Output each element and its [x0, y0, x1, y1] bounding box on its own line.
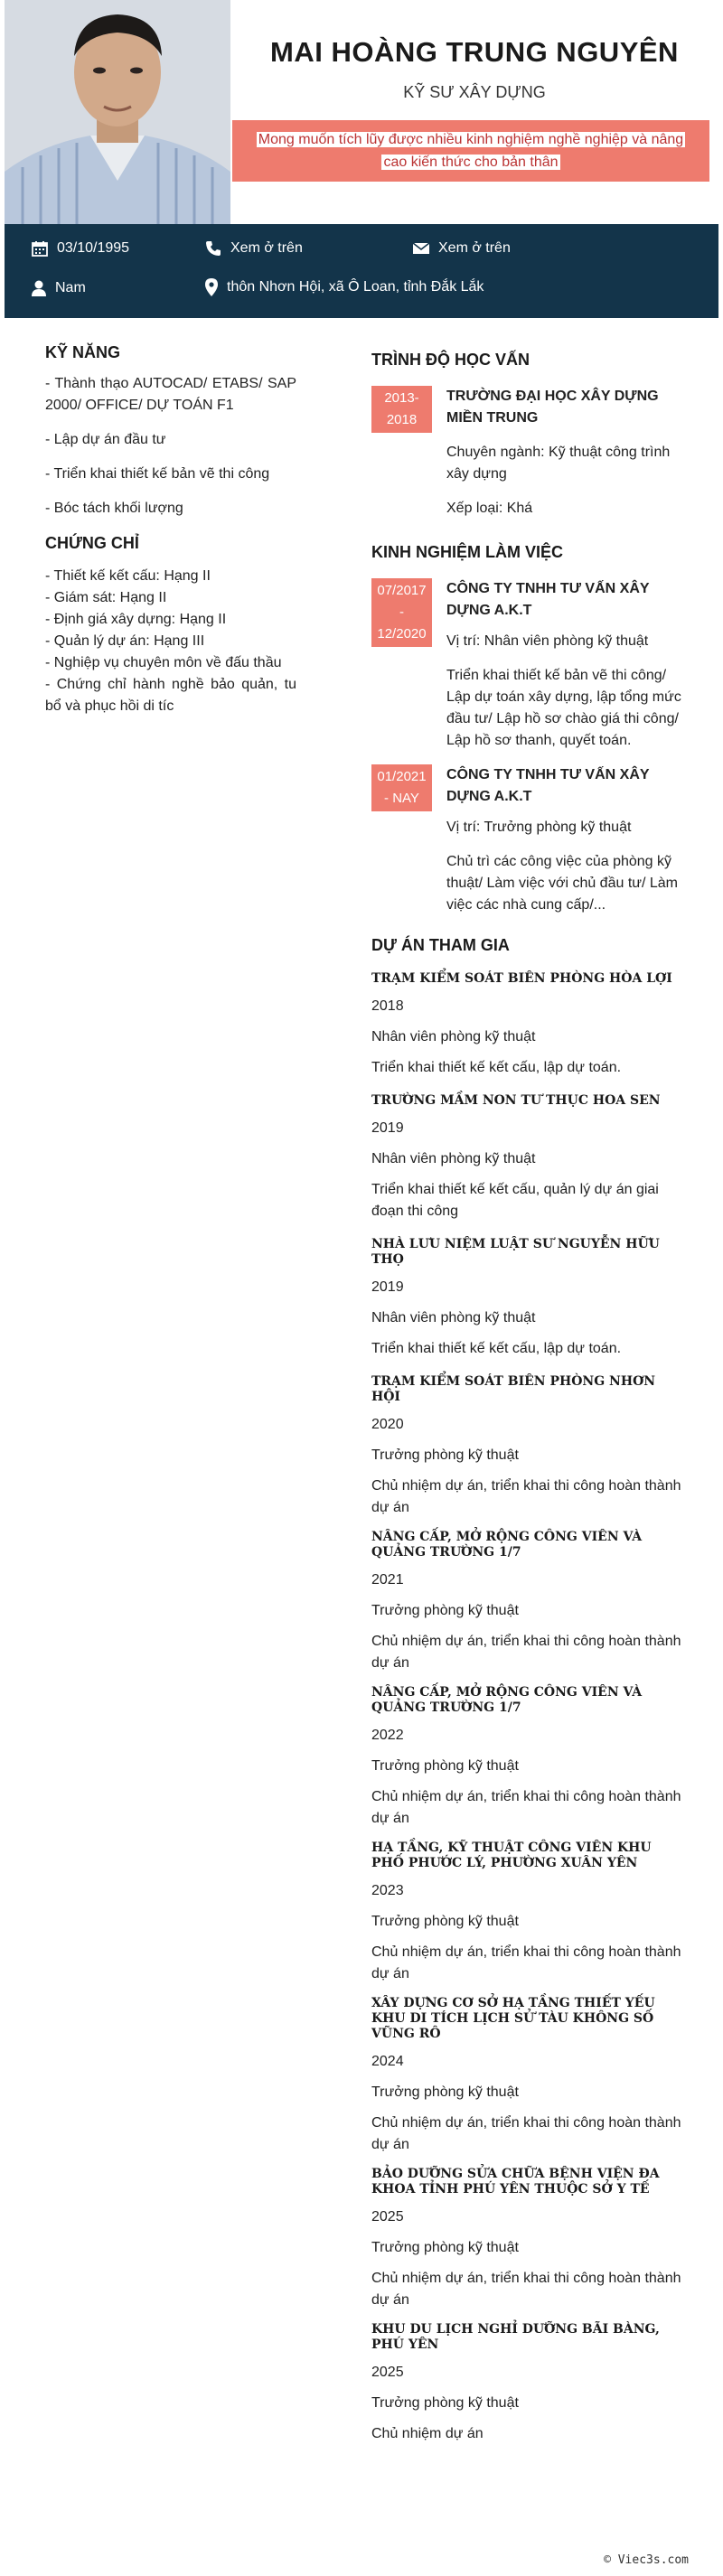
- skill-item: - Thành thạo AUTOCAD/ ETABS/ SAP 2000/ OFFICE/ DỰ TOÁN F1: [45, 376, 296, 413]
- birthday-value: 03/10/1995: [57, 240, 130, 256]
- project-entry: [371, 1841, 683, 1985]
- project-role: Nhân viên phòng kỹ thuật: [371, 1310, 536, 1325]
- calendar-icon: [32, 240, 48, 257]
- project-name: NÂNG CẤP, MỞ RỘNG CÔNG VIÊN VÀ QUẢNG TRƯỜNG 1/7: [371, 1685, 643, 1715]
- project-entry: [371, 971, 683, 1079]
- project-entry: [371, 2167, 683, 2311]
- skills-heading: KỸ NĂNG: [45, 343, 121, 361]
- skill-item: - Bóc tách khối lượng: [45, 501, 183, 516]
- project-year: 2021: [371, 1572, 404, 1588]
- certs-heading: CHỨNG CHỈ: [45, 534, 139, 552]
- cert-item: - Chứng chỉ hành nghề bảo quản, tu bổ và phục hồi di tíc: [45, 677, 296, 714]
- career-goal-text: Mong muốn tích lũy được nhiều kinh nghiệm nghề nghiệp và nâng cao kiến thức cho bản thân: [258, 132, 684, 170]
- footer-credit: © Viec3s.com: [604, 2553, 689, 2567]
- project-name: KHU DU LỊCH NGHỈ DƯỠNG BÃI BÀNG, PHÚ YÊN: [371, 2322, 660, 2352]
- project-year: 2024: [371, 2054, 404, 2069]
- project-role: Trưởng phòng kỹ thuật: [371, 2084, 519, 2100]
- cert-item: - Thiết kế kết cấu: Hạng II: [45, 568, 211, 584]
- email-value: Xem ở trên: [438, 240, 511, 256]
- cert-item: - Định giá xây dựng: Hạng II: [45, 612, 227, 627]
- project-entry: [371, 1996, 683, 2156]
- project-task: Chủ nhiệm dự án, triển khai thi công hoàn thành dự án: [371, 1634, 681, 1671]
- map-pin-icon: [205, 278, 218, 296]
- project-task: Chủ nhiệm dự án, triển khai thi công hoàn thành dự án: [371, 2271, 681, 2308]
- job-role: Vị trí: Trưởng phòng kỹ thuật: [446, 820, 632, 835]
- candidate-name: MAI HOÀNG TRUNG NGUYÊN: [270, 36, 679, 68]
- project-entry: [371, 1374, 683, 1519]
- project-entry: [371, 1093, 683, 1222]
- project-role: Trưởng phòng kỹ thuật: [371, 1758, 519, 1774]
- project-task: Triển khai thiết kế kết cấu, lập dự toán.: [371, 1060, 622, 1075]
- job-description: Triển khai thiết kế bản vẽ thi công/ Lập dự toán xây dựng, lập tổng mức đầu tư/ Lập hồ sơ chào giá thi công/ Lập hồ sơ thanh, quyết toán.: [446, 668, 681, 748]
- project-role: Nhân viên phòng kỹ thuật: [371, 1029, 536, 1044]
- project-task: Chủ nhiệm dự án, triển khai thi công hoàn thành dự án: [371, 1944, 681, 1981]
- address-value: thôn Nhơn Hội, xã Ô Loan, tỉnh Đắk Lắk: [227, 279, 484, 295]
- project-year: 2023: [371, 1883, 404, 1898]
- date-badge: 07/2017 - 12/2020: [371, 578, 432, 647]
- project-year: 2020: [371, 1417, 404, 1432]
- project-name: NÂNG CẤP, MỞ RỘNG CÔNG VIÊN VÀ QUẢNG TRƯỜNG 1/7: [371, 1530, 643, 1560]
- right-column: [371, 343, 683, 2450]
- education-entry: [371, 386, 683, 520]
- company-name: CÔNG TY TNHH TƯ VẤN XÂY DỰNG A.K.T: [446, 767, 650, 804]
- project-name: TRƯỜNG MẦM NON TƯ THỤC HOA SEN: [371, 1093, 661, 1108]
- project-task: Triển khai thiết kế kết cấu, lập dự toán.: [371, 1341, 622, 1356]
- project-role: Nhân viên phòng kỹ thuật: [371, 1151, 536, 1166]
- job-entry: [371, 764, 683, 916]
- project-role: Trưởng phòng kỹ thuật: [371, 1914, 519, 1929]
- project-task: Chủ nhiệm dự án, triển khai thi công hoàn thành dự án: [371, 1789, 681, 1826]
- project-name: TRẠM KIỂM SOÁT BIÊN PHÒNG NHƠN HỘI: [371, 1374, 656, 1404]
- cert-item: - Giám sát: Hạng II: [45, 590, 167, 605]
- project-name: BẢO DƯỠNG SỬA CHỮA BỆNH VIỆN ĐA KHOA TỈNH PHÚ YÊN THUỘC SỞ Y TẾ: [371, 2167, 660, 2197]
- gender-value: Nam: [55, 280, 86, 295]
- project-task: Chủ nhiệm dự án, triển khai thi công hoàn thành dự án: [371, 2115, 681, 2152]
- project-role: Trưởng phòng kỹ thuật: [371, 1603, 519, 1618]
- project-role: Trưởng phòng kỹ thuật: [371, 2240, 519, 2255]
- job-role: Vị trí: Nhân viên phòng kỹ thuật: [446, 633, 649, 649]
- project-name: TRẠM KIỂM SOÁT BIÊN PHÒNG HÒA LỢI: [371, 971, 672, 986]
- project-task: Chủ nhiệm dự án: [371, 2426, 484, 2441]
- info-address: [205, 278, 484, 296]
- job-entry: [371, 578, 683, 752]
- project-year: 2025: [371, 2365, 404, 2380]
- experience-heading: KINH NGHIỆM LÀM VIỆC: [371, 543, 564, 561]
- info-email: [413, 240, 511, 257]
- project-year: 2019: [371, 1120, 404, 1136]
- project-task: Triển khai thiết kế kết cấu, quản lý dự án giai đoạn thi công: [371, 1182, 659, 1219]
- project-role: Trưởng phòng kỹ thuật: [371, 1447, 519, 1463]
- major: Chuyên ngành: Kỹ thuật công trình xây dựng: [446, 445, 671, 482]
- envelope-icon: [413, 241, 429, 256]
- job-description: Chủ trì các công việc của phòng kỹ thuật/ Làm việc với chủ đầu tư/ Làm việc các nhà cung cấp/...: [446, 854, 678, 913]
- project-entry: [371, 1530, 683, 1674]
- info-birthday: [32, 240, 129, 257]
- career-goal: [232, 120, 709, 182]
- cv-header: [5, 0, 718, 224]
- phone-value: Xem ở trên: [230, 240, 303, 256]
- project-task: Chủ nhiệm dự án, triển khai thi công hoàn thành dự án: [371, 1478, 681, 1515]
- profile-photo: [5, 0, 230, 224]
- project-entry: [371, 1685, 683, 1830]
- project-role: Trưởng phòng kỹ thuật: [371, 2395, 519, 2411]
- project-year: 2022: [371, 1728, 404, 1743]
- project-name: HẠ TẦNG, KỸ THUẬT CÔNG VIÊN KHU PHỐ PHƯỚC LÝ, PHƯỜNG XUÂN YÊN: [371, 1841, 652, 1870]
- skill-item: - Lập dự án đầu tư: [45, 432, 166, 447]
- project-entry: [371, 1237, 683, 1360]
- grade: Xếp loại: Khá: [446, 501, 533, 516]
- job-title: KỸ SƯ XÂY DỰNG: [403, 83, 546, 101]
- info-phone: [205, 240, 303, 257]
- date-badge: 01/2021 - NAY: [371, 764, 432, 811]
- contact-bar: [5, 224, 718, 318]
- cert-item: - Nghiệp vụ chuyên môn về đấu thầu: [45, 655, 282, 670]
- project-entry: [371, 2322, 683, 2445]
- company-name: CÔNG TY TNHH TƯ VẤN XÂY DỰNG A.K.T: [446, 581, 650, 618]
- project-year: 2019: [371, 1279, 404, 1295]
- phone-icon: [205, 240, 221, 257]
- project-name: NHÀ LƯU NIỆM LUẬT SƯ NGUYỄN HỮU THỌ: [371, 1237, 660, 1267]
- skill-item: - Triển khai thiết kế bản vẽ thi công: [45, 466, 270, 482]
- date-badge: 2013-2018: [371, 386, 432, 433]
- left-column: [45, 343, 296, 717]
- education-heading: TRÌNH ĐỘ HỌC VẤN: [371, 351, 530, 369]
- cert-item: - Quản lý dự án: Hạng III: [45, 633, 205, 649]
- project-name: XÂY DỰNG CƠ SỞ HẠ TẦNG THIẾT YẾU KHU DI TÍCH LỊCH SỬ TÀU KHÔNG SỐ VŨNG RÔ: [371, 1996, 655, 2041]
- projects-heading: DỰ ÁN THAM GIA: [371, 936, 510, 954]
- project-year: 2025: [371, 2209, 404, 2225]
- project-year: 2018: [371, 998, 404, 1014]
- info-gender: [32, 280, 86, 296]
- user-icon: [32, 280, 46, 296]
- school-name: TRƯỜNG ĐẠI HỌC XÂY DỰNG MIỀN TRUNG: [446, 389, 659, 426]
